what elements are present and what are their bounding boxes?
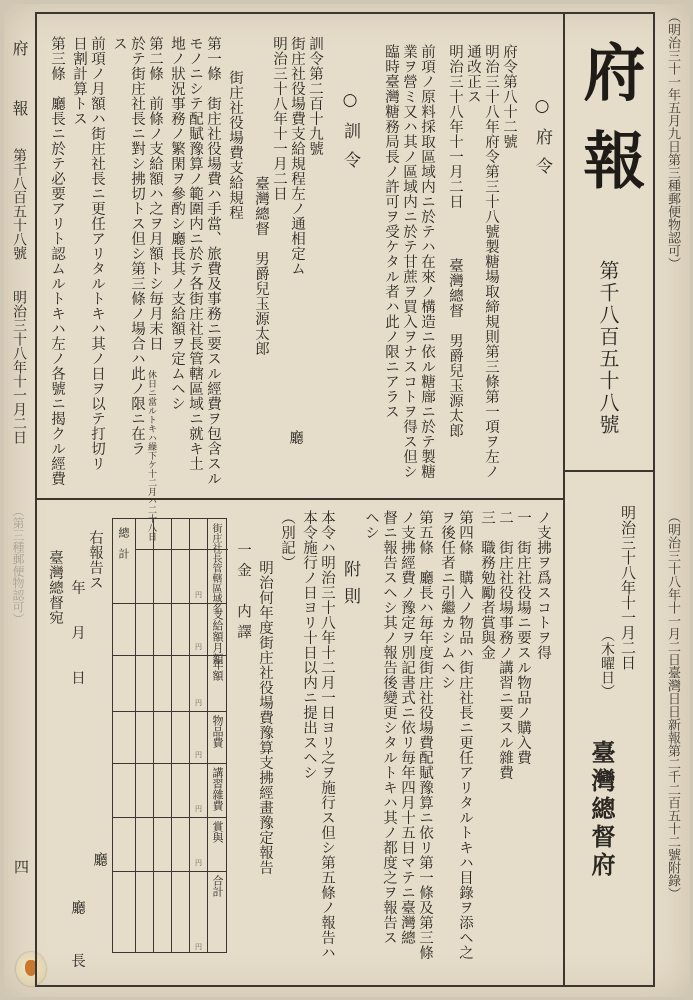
table-unit-4: 円 bbox=[195, 751, 202, 759]
futei-col-7: 臨時臺灣糖務局長ノ許可ヲ受ケタル者ハ此ノ限ニアラス bbox=[383, 44, 399, 419]
lower-col-2: 二 街庄社役場事務ノ講習ニ要スル雜費 bbox=[497, 510, 513, 780]
kunrei-col-14: 第三條 廳長ニ於テ必要アリト認ムルトキハ左ノ各號ニ揭クル經費 bbox=[49, 36, 65, 486]
table-header-training: 講習雜費 bbox=[211, 767, 224, 811]
kunrei-col-4: 廳 bbox=[287, 430, 303, 445]
kunrei-col-5: 街庄社役場費支給規程 bbox=[227, 70, 243, 220]
futei-col-6: 業ヲ營ミ又ハ其ノ區域内ニ於テ甘蔗ヲ買入ヲナスコトヲ得ス但シ bbox=[401, 44, 417, 479]
futei-col-3: 明治三十八年十一月二日 bbox=[447, 44, 463, 209]
lower-col-11: 本令ハ明治三十八年十二月一日ヨリ之ヲ施行ス但シ第五條ノ報告ハ bbox=[319, 510, 335, 960]
table-header-bonus: 賞與 bbox=[211, 821, 224, 843]
page-number: 四 bbox=[14, 858, 30, 876]
lower-col-1: 一 街庄社役場ニ要スル物品ノ購入費 bbox=[515, 510, 531, 765]
table-unit-2: 円 bbox=[195, 643, 202, 651]
lower-col-3: 三 職務勉勵者賞與金 bbox=[479, 510, 495, 660]
table-header-goods: 物品費 bbox=[211, 715, 224, 748]
kunrei-col-11: ス bbox=[111, 36, 127, 51]
kunrei-col-6: 第一條 街庄社役場費ハ手當、旅費及事務ニ要スル經費ヲ包含スル bbox=[205, 36, 221, 486]
kunrei-col-1: 街庄社役場費支給規程左ノ通相定ム bbox=[289, 36, 305, 276]
kunrei-col-9: 第二條 前條ノ支給額ハ之ヲ月額トシ毎月末日 bbox=[147, 36, 163, 351]
lower-appendix-header: 附則 bbox=[340, 560, 360, 614]
table-header-yearly: 年額 bbox=[211, 659, 224, 681]
futei-col-0: 府令第八十二號 bbox=[501, 44, 517, 149]
table-unit-6: 円 bbox=[195, 859, 202, 867]
lower-col-7: ノ支拂經費ノ豫定ヲ別記書式ニ依リ毎年四月十五日マテニ臺灣總 bbox=[399, 510, 415, 945]
lower-col-15: 一金 内譯 bbox=[235, 542, 251, 645]
masthead-date: 明治三十八年十一月二日 bbox=[619, 505, 637, 670]
kunrei-col-3: 臺灣總督 男爵兒玉源太郎 bbox=[253, 176, 269, 356]
futei-col-5: 前項ノ原料採取區域内ニ於テハ在來ノ構造ニ依ル糖廍ニ於テ製糖 bbox=[419, 44, 435, 479]
section-header-kunrei: ○訓令 bbox=[340, 90, 360, 180]
lower-col-9: ヘシ bbox=[363, 510, 379, 540]
edge-faded-note: （第三種郵便物認可） bbox=[11, 505, 25, 625]
table-header-total: 合計 bbox=[211, 875, 224, 897]
futei-col-4: 臺灣總督 男爵兒玉源太郎 bbox=[447, 258, 463, 438]
kunrei-col-12: 前項ノ月額ハ街庄社長ニ更任アリタルトキハ其ノ日ヲ以テ打切リ bbox=[89, 36, 105, 471]
lower-col-19: 廳 長 bbox=[69, 900, 85, 980]
kunrei-inline-note: 休日ニ當ルトキハ繰下ケ十二月ハ二十八日 bbox=[146, 370, 156, 541]
lower-col-4: 第四條 購入ノ物品ハ街庄社長ニ更任アリタルトキハ目錄ヲ添ヘ之 bbox=[457, 510, 473, 960]
kunrei-col-10: 於テ街庄社長ニ對シ拂切トス但シ第三條ノ場合ハ此ノ限ニ在ラ bbox=[129, 36, 145, 456]
kunrei-col-0: 訓令第二百十九號 bbox=[307, 36, 323, 156]
table-unit-1: 円 bbox=[195, 591, 202, 599]
budget-report-table bbox=[112, 518, 227, 953]
masthead-issue: 第千八百五十八號 bbox=[596, 260, 620, 436]
table-total-label: 總計 bbox=[117, 527, 130, 569]
section-header-futei: ○府令 bbox=[532, 96, 552, 186]
edge-title-fu: 府 bbox=[10, 40, 29, 56]
kunrei-col-8: 地ノ狀況事務ノ繁閑ヲ參酌シ廳長其ノ支給額ヲ定ムヘシ bbox=[169, 36, 185, 411]
edge-issue-number: 第千八百五十八號 bbox=[11, 148, 27, 260]
table-unit-3: 円 bbox=[195, 699, 202, 707]
edge-title-ho: 報 bbox=[10, 100, 29, 116]
kunrei-col-13: 日割計算トス bbox=[71, 36, 87, 126]
table-unit-7: 円 bbox=[195, 943, 202, 951]
masthead-rule bbox=[565, 470, 653, 472]
kunrei-col-7: モノニシテ配賦豫算ノ範圍内ニ於テ各街庄社長管轄區域ニ就キ土 bbox=[187, 36, 203, 471]
table-unit-5: 円 bbox=[195, 805, 202, 813]
futei-col-1: 明治三十八年府令第三十八號製糖場取締規則第三條第一項ヲ左ノ bbox=[483, 44, 499, 479]
edge-mail-permit: （明治三十一年五月九日第三種郵便物認可） bbox=[665, 10, 680, 270]
lower-col-14: 明治何年度街庄社役場費豫算支拂經畫豫定報告 bbox=[257, 560, 273, 875]
masthead-publisher: 臺灣總督府 bbox=[587, 740, 616, 880]
lower-col-8: 督ニ報告スヘシ其ノ報告後變更シタルトキハ其ノ都度之ヲ報告ス bbox=[381, 510, 397, 945]
fold-rule bbox=[37, 498, 565, 500]
table-header-area: 街庄社長管轄區域名 bbox=[210, 523, 221, 613]
kunrei-col-2: 明治三十八年十一月二日 bbox=[271, 36, 287, 201]
lower-col-18: 臺灣總督宛 bbox=[47, 550, 63, 625]
lower-col-20: 廳 bbox=[91, 852, 107, 867]
lower-col-5: ヲ後任者ニ引繼カシムヘシ bbox=[439, 510, 455, 690]
edge-date: 明治三十八年十一月二日 bbox=[11, 290, 27, 444]
lower-col-12: 本令施行ノ日ヨリ十日以内ニ提出スヘシ bbox=[301, 510, 317, 780]
futei-col-2: 通改正ス bbox=[465, 44, 481, 104]
lower-col-16: 右報告ス bbox=[87, 530, 103, 590]
masthead-weekday: （木曜日） bbox=[599, 628, 615, 698]
lower-col-0: ノ支拂ヲ爲スコトヲ得 bbox=[535, 510, 551, 660]
table-header-monthly: 支給額月額 bbox=[211, 609, 224, 664]
lower-col-6: 第五條 廳長ハ毎年度街庄社役場費配賦豫算ニ依リ第一條及第三條 bbox=[417, 510, 433, 960]
masthead-title: 府報 bbox=[573, 40, 646, 216]
lower-col-13: （別記） bbox=[279, 510, 295, 570]
lower-col-17: 年 月 日 bbox=[69, 580, 85, 693]
edge-supplement-note: （明治三十八年十一月二日臺灣日日新報第二千二百五十二號附錄） bbox=[665, 510, 680, 900]
